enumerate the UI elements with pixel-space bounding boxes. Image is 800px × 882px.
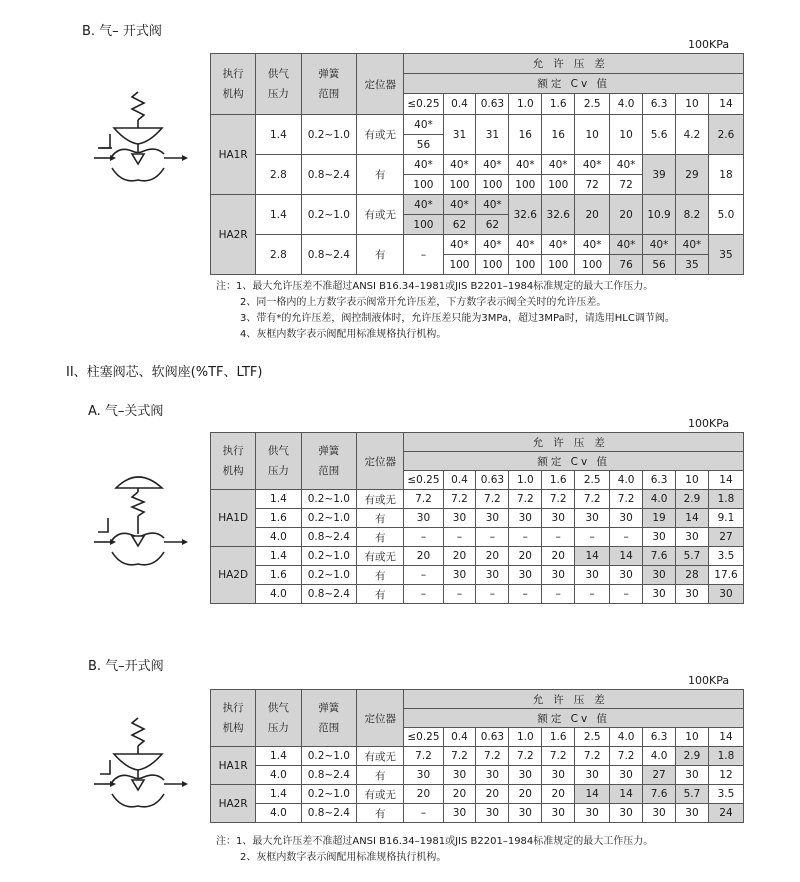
value-cell: 2.6 bbox=[708, 115, 743, 155]
section3-unit: 100KPa bbox=[688, 674, 730, 687]
value-cell: 40* bbox=[509, 155, 542, 175]
value-cell: 40* bbox=[404, 195, 443, 215]
value-cell: 40* bbox=[575, 235, 610, 255]
value-cell: – bbox=[509, 528, 542, 547]
supply-cell: 4.0 bbox=[256, 585, 301, 604]
value-cell: 8.2 bbox=[676, 195, 709, 235]
value-cell: 10 bbox=[610, 115, 643, 155]
value-cell: 40* bbox=[575, 155, 610, 175]
value-cell: 7.2 bbox=[610, 747, 643, 766]
header-rated-cv: 额定 Cv 值 bbox=[404, 74, 744, 94]
section1-title: B. 气– 开式阀 bbox=[82, 24, 162, 39]
spring-cell: 0.8~2.4 bbox=[301, 235, 357, 275]
value-cell: 100 bbox=[542, 175, 575, 195]
value-cell: 30 bbox=[610, 566, 643, 585]
value-cell: 30 bbox=[542, 766, 575, 785]
header-actuator: 执行 机构 bbox=[211, 690, 256, 747]
positioner-cell: 有或无 bbox=[357, 490, 404, 509]
value-cell: – bbox=[542, 585, 575, 604]
value-cell: 24 bbox=[708, 804, 743, 823]
value-cell: 30 bbox=[575, 804, 610, 823]
value-cell: 30 bbox=[610, 509, 643, 528]
cv-value: 1.6 bbox=[542, 471, 575, 490]
value-cell: – bbox=[404, 585, 443, 604]
value-cell: 17.6 bbox=[708, 566, 743, 585]
value-cell: 62 bbox=[476, 215, 509, 235]
value-cell: 12 bbox=[708, 766, 743, 785]
value-cell: 7.2 bbox=[575, 490, 610, 509]
header-supply: 供气 压力 bbox=[256, 54, 301, 115]
cv-value: 0.4 bbox=[443, 94, 476, 115]
value-cell: 30 bbox=[443, 509, 476, 528]
spring-cell: 0.2~1.0 bbox=[301, 547, 357, 566]
value-cell: 30 bbox=[643, 566, 676, 585]
value-cell: 30 bbox=[509, 566, 542, 585]
value-cell: 10.9 bbox=[643, 195, 676, 235]
value-cell: 7.6 bbox=[643, 785, 676, 804]
value-cell: 20 bbox=[542, 785, 575, 804]
value-cell: 30 bbox=[443, 566, 476, 585]
value-cell: 7.2 bbox=[443, 747, 476, 766]
note-line: 3、带有*的允许压差，阀控制液体时，允许压差只能为3MPa，超过3MPa时，请选用HLC调节阀。 bbox=[240, 313, 675, 324]
header-positioner: 定位器 bbox=[357, 54, 404, 115]
value-cell: 20 bbox=[542, 547, 575, 566]
value-cell: – bbox=[404, 566, 443, 585]
spring-cell: 0.8~2.4 bbox=[301, 585, 357, 604]
value-cell: – bbox=[443, 528, 476, 547]
header-allowable-dp: 允许压差 bbox=[404, 433, 744, 452]
value-cell: 4.0 bbox=[643, 490, 676, 509]
supply-cell: 4.0 bbox=[256, 528, 301, 547]
value-cell: 7.2 bbox=[542, 747, 575, 766]
spring-cell: 0.2~1.0 bbox=[301, 115, 357, 155]
value-cell: 19 bbox=[643, 509, 676, 528]
value-cell: 7.2 bbox=[476, 747, 509, 766]
cv-value: 4.0 bbox=[610, 94, 643, 115]
value-cell: 100 bbox=[509, 255, 542, 275]
value-cell: 20 bbox=[404, 785, 443, 804]
value-cell: 7.2 bbox=[575, 747, 610, 766]
spring-cell: 0.8~2.4 bbox=[301, 528, 357, 547]
value-cell: 30 bbox=[676, 766, 709, 785]
cv-value: 14 bbox=[708, 94, 743, 115]
value-cell: 72 bbox=[610, 175, 643, 195]
cv-value: 14 bbox=[708, 728, 743, 747]
positioner-cell: 有或无 bbox=[357, 747, 404, 766]
value-cell: 40* bbox=[443, 235, 476, 255]
value-cell: – bbox=[575, 528, 610, 547]
value-cell: 100 bbox=[404, 175, 443, 195]
value-cell: 30 bbox=[575, 766, 610, 785]
value-cell: 16 bbox=[509, 115, 542, 155]
value-cell: 20 bbox=[610, 195, 643, 235]
value-cell: 30 bbox=[542, 566, 575, 585]
supply-cell: 1.4 bbox=[256, 115, 301, 155]
cv-value: 2.5 bbox=[575, 471, 610, 490]
value-cell: 7.2 bbox=[509, 490, 542, 509]
value-cell: 2.9 bbox=[676, 747, 709, 766]
value-cell: 30 bbox=[404, 509, 443, 528]
value-cell: 40* bbox=[610, 235, 643, 255]
cv-value: 0.63 bbox=[476, 728, 509, 747]
value-cell: 32.6 bbox=[509, 195, 542, 235]
value-cell: 40* bbox=[676, 235, 709, 255]
actuator-label: HA1R bbox=[211, 115, 256, 195]
supply-cell: 4.0 bbox=[256, 766, 301, 785]
note-line: 注：1、最大允许压差不准超过ANSI B16.34–1981或JIS B2201–1984标准规定的最大工作压力。 bbox=[216, 281, 654, 292]
header-positioner: 定位器 bbox=[357, 433, 404, 490]
value-cell: 5.6 bbox=[643, 115, 676, 155]
value-cell: 5.7 bbox=[676, 785, 709, 804]
section2-sub-title: A. 气–关式阀 bbox=[88, 404, 164, 419]
value-cell: 39 bbox=[643, 155, 676, 195]
value-cell: 100 bbox=[476, 255, 509, 275]
value-cell: 30 bbox=[443, 766, 476, 785]
positioner-cell: 有 bbox=[357, 235, 404, 275]
value-cell: 7.2 bbox=[404, 747, 443, 766]
value-cell: 20 bbox=[509, 785, 542, 804]
supply-cell: 1.6 bbox=[256, 509, 301, 528]
value-cell: – bbox=[575, 585, 610, 604]
value-cell: 30 bbox=[610, 766, 643, 785]
value-cell: 100 bbox=[404, 215, 443, 235]
header-actuator: 执行 机构 bbox=[211, 54, 256, 115]
air-to-open-actuator-diagram bbox=[92, 88, 192, 188]
value-cell: – bbox=[443, 585, 476, 604]
value-cell: 30 bbox=[676, 804, 709, 823]
value-cell: 3.5 bbox=[708, 547, 743, 566]
value-cell: 76 bbox=[610, 255, 643, 275]
value-cell: 7.2 bbox=[509, 747, 542, 766]
value-cell: 10 bbox=[575, 115, 610, 155]
value-cell: 1.8 bbox=[708, 747, 743, 766]
value-cell: 100 bbox=[443, 255, 476, 275]
value-cell: 14 bbox=[610, 785, 643, 804]
value-cell: 30 bbox=[575, 509, 610, 528]
value-cell: 18 bbox=[708, 155, 743, 195]
header-allowable-dp: 允许压差 bbox=[404, 54, 744, 74]
value-cell: 7.2 bbox=[404, 490, 443, 509]
value-cell: 30 bbox=[643, 528, 676, 547]
value-cell: 40* bbox=[443, 195, 476, 215]
value-cell: 20 bbox=[509, 547, 542, 566]
value-cell: 14 bbox=[610, 547, 643, 566]
positioner-cell: 有或无 bbox=[357, 547, 404, 566]
value-cell: 30 bbox=[476, 509, 509, 528]
value-cell: 14 bbox=[575, 547, 610, 566]
value-cell: 30 bbox=[610, 804, 643, 823]
value-cell: – bbox=[610, 528, 643, 547]
section2-unit: 100KPa bbox=[688, 417, 730, 430]
value-cell: 7.2 bbox=[542, 490, 575, 509]
note-line: 2、同一格内的上方数字表示阀常开允许压差，下方数字表示阀全关时的允许压差。 bbox=[240, 297, 607, 308]
value-cell: 28 bbox=[676, 566, 709, 585]
value-cell: 40* bbox=[643, 235, 676, 255]
header-supply: 供气 压力 bbox=[256, 433, 301, 490]
value-cell: – bbox=[404, 528, 443, 547]
section3-table bbox=[210, 689, 744, 823]
value-cell: 40* bbox=[476, 195, 509, 215]
value-cell: 30 bbox=[542, 804, 575, 823]
air-to-open-actuator-diagram bbox=[92, 714, 192, 814]
cv-value: ≤0.25 bbox=[404, 94, 443, 115]
section2-table bbox=[210, 432, 744, 604]
value-cell: 100 bbox=[443, 175, 476, 195]
cv-value: 1.6 bbox=[542, 728, 575, 747]
value-cell: – bbox=[542, 528, 575, 547]
value-cell: 7.2 bbox=[476, 490, 509, 509]
cv-value: 4.0 bbox=[610, 471, 643, 490]
value-cell: 20 bbox=[575, 195, 610, 235]
supply-cell: 1.4 bbox=[256, 547, 301, 566]
value-cell: 30 bbox=[476, 566, 509, 585]
header-rated-cv: 额定 Cv 值 bbox=[404, 709, 744, 728]
header-positioner: 定位器 bbox=[357, 690, 404, 747]
cv-value: 0.63 bbox=[476, 471, 509, 490]
positioner-cell: 有或无 bbox=[357, 115, 404, 155]
value-cell: 4.2 bbox=[676, 115, 709, 155]
value-cell: 20 bbox=[476, 785, 509, 804]
value-cell: 30 bbox=[404, 766, 443, 785]
section1-notes bbox=[216, 279, 675, 343]
value-cell: 35 bbox=[708, 235, 743, 275]
cv-value: 0.4 bbox=[443, 728, 476, 747]
value-cell: 56 bbox=[643, 255, 676, 275]
cv-value: 14 bbox=[708, 471, 743, 490]
cv-value: ≤0.25 bbox=[404, 728, 443, 747]
spring-cell: 0.8~2.4 bbox=[301, 155, 357, 195]
spring-cell: 0.2~1.0 bbox=[301, 566, 357, 585]
value-cell: 30 bbox=[575, 566, 610, 585]
cv-value: 0.4 bbox=[443, 471, 476, 490]
value-cell: 7.2 bbox=[443, 490, 476, 509]
value-cell: 100 bbox=[476, 175, 509, 195]
cv-value: 1.0 bbox=[509, 94, 542, 115]
positioner-cell: 有或无 bbox=[357, 785, 404, 804]
value-cell: 40* bbox=[476, 235, 509, 255]
note-line: 2、灰框内数字表示阀配用标准规格执行机构。 bbox=[240, 852, 447, 863]
section3-title: B. 气–开式阀 bbox=[88, 659, 164, 674]
value-cell: 31 bbox=[476, 115, 509, 155]
positioner-cell: 有 bbox=[357, 528, 404, 547]
value-cell: 27 bbox=[708, 528, 743, 547]
supply-cell: 4.0 bbox=[256, 804, 301, 823]
value-cell: – bbox=[404, 235, 443, 275]
spring-cell: 0.2~1.0 bbox=[301, 490, 357, 509]
value-cell: 20 bbox=[443, 785, 476, 804]
value-cell: 30 bbox=[676, 528, 709, 547]
value-cell: 2.9 bbox=[676, 490, 709, 509]
header-actuator: 执行 机构 bbox=[211, 433, 256, 490]
value-cell: 40* bbox=[443, 155, 476, 175]
section2-title: II、柱塞阀芯、软阀座(%TF、LTF) bbox=[66, 365, 263, 380]
value-cell: 16 bbox=[542, 115, 575, 155]
spring-cell: 0.2~1.0 bbox=[301, 195, 357, 235]
value-cell: 40* bbox=[509, 235, 542, 255]
supply-cell: 1.4 bbox=[256, 785, 301, 804]
value-cell: 5.0 bbox=[708, 195, 743, 235]
value-cell: 100 bbox=[509, 175, 542, 195]
value-cell: 30 bbox=[509, 804, 542, 823]
actuator-label: HA1D bbox=[211, 490, 256, 547]
value-cell: 9.1 bbox=[708, 509, 743, 528]
supply-cell: 2.8 bbox=[256, 235, 301, 275]
value-cell: 40* bbox=[610, 155, 643, 175]
value-cell: 7.2 bbox=[610, 490, 643, 509]
spring-cell: 0.2~1.0 bbox=[301, 509, 357, 528]
cv-value: 1.6 bbox=[542, 94, 575, 115]
value-cell: 20 bbox=[404, 547, 443, 566]
value-cell: 14 bbox=[575, 785, 610, 804]
spring-cell: 0.2~1.0 bbox=[301, 747, 357, 766]
section3-notes bbox=[216, 834, 653, 866]
value-cell: – bbox=[476, 585, 509, 604]
cv-value: 6.3 bbox=[643, 94, 676, 115]
value-cell: 7.6 bbox=[643, 547, 676, 566]
value-cell: 5.7 bbox=[676, 547, 709, 566]
cv-value: 1.0 bbox=[509, 471, 542, 490]
supply-cell: 1.4 bbox=[256, 490, 301, 509]
value-cell: 3.5 bbox=[708, 785, 743, 804]
cv-value: 6.3 bbox=[643, 728, 676, 747]
cv-value: 2.5 bbox=[575, 94, 610, 115]
cv-value: 10 bbox=[676, 728, 709, 747]
positioner-cell: 有 bbox=[357, 509, 404, 528]
header-spring: 弹簧 范围 bbox=[301, 690, 357, 747]
value-cell: – bbox=[610, 585, 643, 604]
value-cell: 30 bbox=[542, 509, 575, 528]
value-cell: 30 bbox=[643, 804, 676, 823]
positioner-cell: 有 bbox=[357, 585, 404, 604]
value-cell: 30 bbox=[708, 585, 743, 604]
supply-cell: 2.8 bbox=[256, 155, 301, 195]
value-cell: 30 bbox=[443, 804, 476, 823]
actuator-label: HA2R bbox=[211, 785, 256, 823]
positioner-cell: 有 bbox=[357, 566, 404, 585]
value-cell: 30 bbox=[676, 585, 709, 604]
value-cell: 4.0 bbox=[643, 747, 676, 766]
positioner-cell: 有 bbox=[357, 766, 404, 785]
value-cell: 20 bbox=[476, 547, 509, 566]
cv-value: 10 bbox=[676, 94, 709, 115]
supply-cell: 1.4 bbox=[256, 747, 301, 766]
actuator-label: HA2D bbox=[211, 547, 256, 604]
value-cell: 29 bbox=[676, 155, 709, 195]
value-cell: 32.6 bbox=[542, 195, 575, 235]
value-cell: 56 bbox=[404, 135, 443, 155]
cv-value: 6.3 bbox=[643, 471, 676, 490]
spring-cell: 0.8~2.4 bbox=[301, 766, 357, 785]
positioner-cell: 有或无 bbox=[357, 195, 404, 235]
cv-value: ≤0.25 bbox=[404, 471, 443, 490]
value-cell: 40* bbox=[476, 155, 509, 175]
value-cell: 1.8 bbox=[708, 490, 743, 509]
positioner-cell: 有 bbox=[357, 155, 404, 195]
supply-cell: 1.6 bbox=[256, 566, 301, 585]
header-spring: 弹簧 范围 bbox=[301, 54, 357, 115]
value-cell: – bbox=[404, 804, 443, 823]
cv-value: 1.0 bbox=[509, 728, 542, 747]
spring-cell: 0.8~2.4 bbox=[301, 804, 357, 823]
actuator-label: HA1R bbox=[211, 747, 256, 785]
note-line: 注：1、最大允许压差不准超过ANSI B16.34–1981或JIS B2201–1984标准规定的最大工作压力。 bbox=[216, 836, 654, 847]
value-cell: 30 bbox=[476, 766, 509, 785]
actuator-label: HA2R bbox=[211, 195, 256, 275]
section1-table bbox=[210, 53, 744, 275]
header-spring: 弹簧 范围 bbox=[301, 433, 357, 490]
value-cell: 40* bbox=[542, 235, 575, 255]
cv-value: 0.63 bbox=[476, 94, 509, 115]
note-line: 4、灰框内数字表示阀配用标准规格执行机构。 bbox=[240, 329, 447, 340]
value-cell: 27 bbox=[643, 766, 676, 785]
value-cell: 20 bbox=[443, 547, 476, 566]
value-cell: 100 bbox=[575, 255, 610, 275]
cv-value: 4.0 bbox=[610, 728, 643, 747]
air-to-close-actuator-diagram bbox=[92, 466, 192, 574]
value-cell: 30 bbox=[509, 509, 542, 528]
value-cell: 40* bbox=[404, 115, 443, 135]
value-cell: – bbox=[476, 528, 509, 547]
positioner-cell: 有 bbox=[357, 804, 404, 823]
header-supply: 供气 压力 bbox=[256, 690, 301, 747]
value-cell: – bbox=[509, 585, 542, 604]
value-cell: 62 bbox=[443, 215, 476, 235]
cv-value: 10 bbox=[676, 471, 709, 490]
value-cell: 35 bbox=[676, 255, 709, 275]
section1-unit: 100KPa bbox=[688, 38, 730, 51]
value-cell: 40* bbox=[404, 155, 443, 175]
header-rated-cv: 额定 Cv 值 bbox=[404, 452, 744, 471]
cv-value: 2.5 bbox=[575, 728, 610, 747]
value-cell: 30 bbox=[509, 766, 542, 785]
header-allowable-dp: 允许压差 bbox=[404, 690, 744, 709]
value-cell: 30 bbox=[476, 804, 509, 823]
supply-cell: 1.4 bbox=[256, 195, 301, 235]
value-cell: 14 bbox=[676, 509, 709, 528]
value-cell: 30 bbox=[643, 585, 676, 604]
value-cell: 40* bbox=[542, 155, 575, 175]
value-cell: 31 bbox=[443, 115, 476, 155]
value-cell: 72 bbox=[575, 175, 610, 195]
spring-cell: 0.2~1.0 bbox=[301, 785, 357, 804]
value-cell: 100 bbox=[542, 255, 575, 275]
